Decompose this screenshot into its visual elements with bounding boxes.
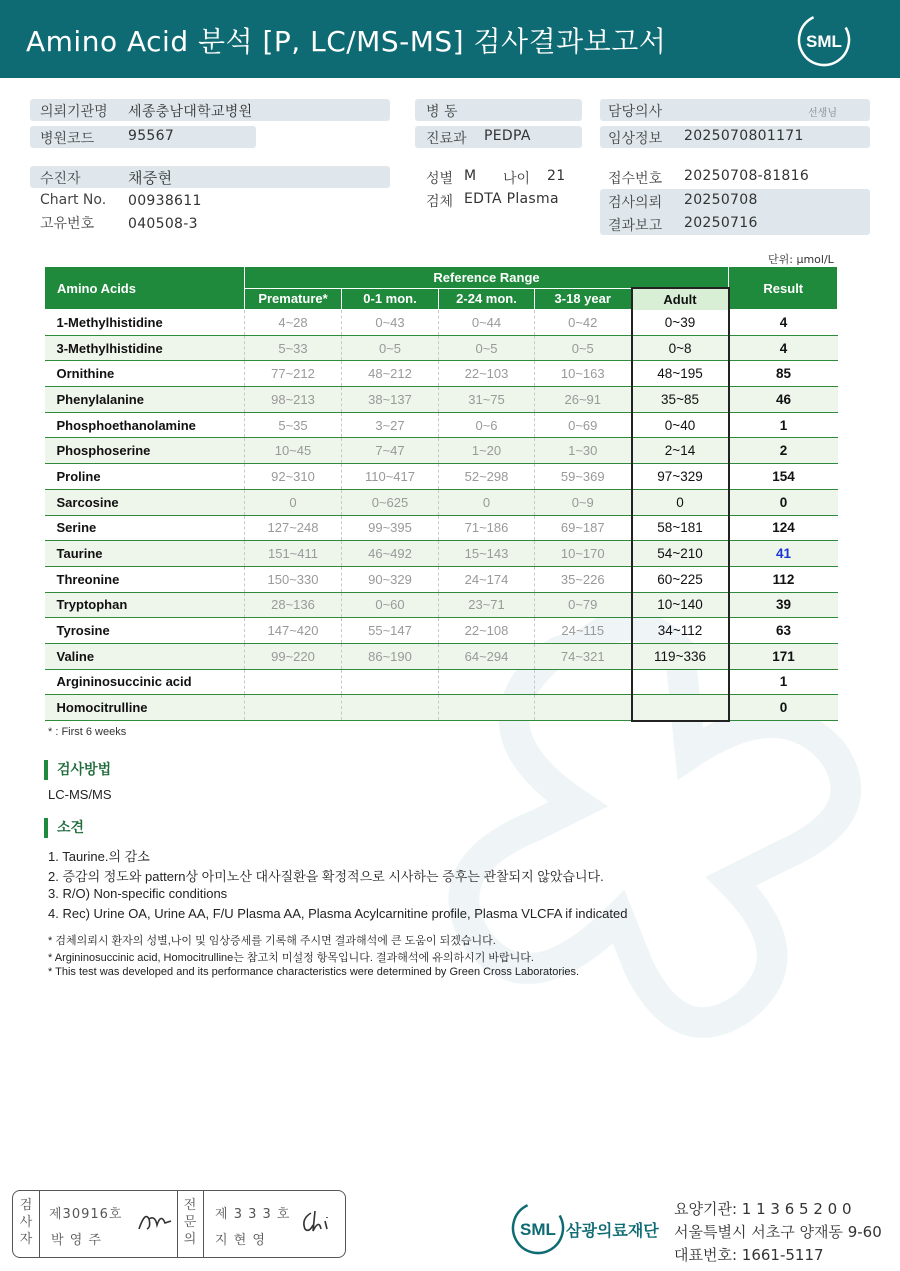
reference-range-cell bbox=[245, 695, 342, 721]
unique-label: 고유번호 bbox=[40, 216, 95, 232]
amino-acid-rows bbox=[45, 310, 838, 721]
footer-provider-no: 요양기관: 1 1 3 6 5 2 0 0 bbox=[674, 1200, 852, 1218]
dept-label: 진료과 bbox=[426, 131, 467, 147]
doctor-value: 선생님 bbox=[808, 108, 837, 119]
table-row bbox=[45, 541, 838, 567]
specialist-signature-icon bbox=[297, 1207, 337, 1235]
adult-range-cell: 35~85 bbox=[632, 387, 729, 413]
reference-range-cell: 147~420 bbox=[245, 618, 342, 644]
svg-text:SML: SML bbox=[520, 1220, 556, 1239]
specialist-label: 전 문 의 bbox=[183, 1198, 197, 1247]
adult-range-cell: 60~225 bbox=[632, 566, 729, 592]
reference-range-cell: 0~44 bbox=[439, 310, 535, 336]
patient-row-bg bbox=[30, 166, 390, 188]
sex-label: 성별 bbox=[426, 171, 454, 187]
age-label: 나이 bbox=[503, 171, 531, 187]
table-row bbox=[45, 464, 838, 490]
col-adult: Adult bbox=[632, 288, 729, 310]
reference-range-cell: 0~9 bbox=[535, 489, 632, 515]
adult-range-cell: 119~336 bbox=[632, 643, 729, 669]
reference-range-cell: 3~27 bbox=[342, 412, 439, 438]
reference-range-cell: 15~143 bbox=[439, 541, 535, 567]
table-row bbox=[45, 669, 838, 695]
reference-range-cell: 0~5 bbox=[535, 335, 632, 361]
dept-value: PEDPA bbox=[484, 128, 531, 144]
col-3-18-year: 3-18 year bbox=[535, 288, 632, 310]
reference-range-cell: 52~298 bbox=[439, 464, 535, 490]
adult-range-cell: 34~112 bbox=[632, 618, 729, 644]
method-text: LC-MS/MS bbox=[48, 787, 112, 802]
result-cell: 39 bbox=[729, 592, 838, 618]
footer-org-name: 삼광의료재단 bbox=[566, 1221, 659, 1240]
sign-divider bbox=[39, 1191, 40, 1257]
doctor-label: 담당의사 bbox=[608, 104, 663, 120]
amino-acid-name: Tyrosine bbox=[45, 618, 245, 644]
sex-value: M bbox=[464, 168, 477, 184]
reference-range-cell: 55~147 bbox=[342, 618, 439, 644]
table-row bbox=[45, 361, 838, 387]
reference-range-cell: 10~170 bbox=[535, 541, 632, 567]
opinion-title: 소견 bbox=[44, 818, 84, 838]
sign-divider bbox=[177, 1191, 178, 1257]
result-cell: 4 bbox=[729, 335, 838, 361]
reference-range-cell: 22~103 bbox=[439, 361, 535, 387]
reference-range-cell: 0 bbox=[439, 489, 535, 515]
table-row bbox=[45, 310, 838, 336]
adult-range-cell: 2~14 bbox=[632, 438, 729, 464]
reference-range-cell bbox=[245, 669, 342, 695]
result-cell: 112 bbox=[729, 566, 838, 592]
amino-acid-name: Ornithine bbox=[45, 361, 245, 387]
adult-range-cell: 48~195 bbox=[632, 361, 729, 387]
reference-range-cell: 69~187 bbox=[535, 515, 632, 541]
reference-range-cell: 98~213 bbox=[245, 387, 342, 413]
unique-value: 040508-3 bbox=[128, 216, 198, 232]
examiner-label: 검 사 자 bbox=[19, 1198, 33, 1247]
examiner-signature-icon bbox=[135, 1207, 175, 1235]
amino-acid-table bbox=[44, 266, 838, 722]
reference-range-cell: 28~136 bbox=[245, 592, 342, 618]
table-row bbox=[45, 387, 838, 413]
reference-range-cell: 48~212 bbox=[342, 361, 439, 387]
table-row bbox=[45, 335, 838, 361]
hospital-code-label: 병원코드 bbox=[40, 131, 95, 147]
reference-range-cell bbox=[342, 695, 439, 721]
reference-range-cell: 0~43 bbox=[342, 310, 439, 336]
result-cell: 124 bbox=[729, 515, 838, 541]
request-label: 검사의뢰 bbox=[608, 195, 663, 211]
clinical-label: 임상정보 bbox=[608, 131, 663, 147]
table-row bbox=[45, 592, 838, 618]
col-result: Result bbox=[729, 267, 838, 310]
result-cell: 171 bbox=[729, 643, 838, 669]
method-title: 검사방법 bbox=[44, 760, 111, 780]
reference-range-cell: 99~395 bbox=[342, 515, 439, 541]
table-row bbox=[45, 489, 838, 515]
adult-range-cell bbox=[632, 695, 729, 721]
reference-range-cell: 86~190 bbox=[342, 643, 439, 669]
report-title: Amino Acid 분석 [P, LC/MS-MS] 검사결과보고서 bbox=[26, 25, 667, 58]
amino-acid-name: Homocitrulline bbox=[45, 695, 245, 721]
table-row bbox=[45, 618, 838, 644]
signature-box bbox=[12, 1190, 346, 1258]
reference-range-cell: 7~47 bbox=[342, 438, 439, 464]
patient-value: 채중현 bbox=[128, 169, 173, 187]
amino-acid-name: Phosphoserine bbox=[45, 438, 245, 464]
institution-value: 세종충남대학교병원 bbox=[128, 104, 253, 120]
specimen-value: EDTA Plasma bbox=[464, 191, 559, 207]
reference-range-cell: 23~71 bbox=[439, 592, 535, 618]
receipt-label: 접수번호 bbox=[608, 171, 663, 187]
sml-logo-icon bbox=[796, 12, 852, 68]
amino-acid-name: 3-Methylhistidine bbox=[45, 335, 245, 361]
table-row bbox=[45, 515, 838, 541]
amino-acid-name: Proline bbox=[45, 464, 245, 490]
hospital-code-value: 95567 bbox=[128, 128, 175, 144]
reference-range-cell: 99~220 bbox=[245, 643, 342, 669]
reference-range-cell: 4~28 bbox=[245, 310, 342, 336]
reference-range-cell: 77~212 bbox=[245, 361, 342, 387]
reference-range-cell: 64~294 bbox=[439, 643, 535, 669]
reference-range-cell: 74~321 bbox=[535, 643, 632, 669]
result-cell: 2 bbox=[729, 438, 838, 464]
specialist-name: 지 현 영 bbox=[215, 1233, 266, 1248]
col-reference-range: Reference Range bbox=[245, 267, 729, 289]
adult-range-cell: 97~329 bbox=[632, 464, 729, 490]
examiner-license: 제30916호 bbox=[49, 1207, 123, 1222]
chart-value: 00938611 bbox=[128, 193, 202, 209]
reference-range-cell bbox=[535, 669, 632, 695]
note-1: * 검체의뢰시 환자의 성별,나이 및 임상증세를 기록해 주시면 결과해석에 큰 도움이 되겠습니다. bbox=[48, 935, 496, 947]
ward-label: 병 동 bbox=[426, 104, 458, 120]
amino-acid-name: Sarcosine bbox=[45, 489, 245, 515]
institution-label: 의뢰기관명 bbox=[40, 104, 108, 120]
reference-range-cell: 46~492 bbox=[342, 541, 439, 567]
request-value: 20250708 bbox=[684, 192, 758, 208]
table-row bbox=[45, 695, 838, 721]
note-2: * Argininosuccinic acid, Homocitrulline는 참고치 미설정 항목입니다. 결과해석에 유의하시기 바랍니다. bbox=[48, 952, 534, 964]
sign-divider bbox=[203, 1191, 204, 1257]
adult-range-cell: 54~210 bbox=[632, 541, 729, 567]
result-cell: 63 bbox=[729, 618, 838, 644]
reference-range-cell: 31~75 bbox=[439, 387, 535, 413]
col-2-24-mon: 2-24 mon. bbox=[439, 288, 535, 310]
age-value: 21 bbox=[547, 168, 566, 184]
reference-range-cell: 92~310 bbox=[245, 464, 342, 490]
col-amino-acids: Amino Acids bbox=[45, 267, 245, 310]
result-cell: 46 bbox=[729, 387, 838, 413]
reference-range-cell: 1~30 bbox=[535, 438, 632, 464]
reference-range-cell: 38~137 bbox=[342, 387, 439, 413]
reference-range-cell: 0~5 bbox=[439, 335, 535, 361]
adult-range-cell: 0~40 bbox=[632, 412, 729, 438]
reference-range-cell: 1~20 bbox=[439, 438, 535, 464]
reference-range-cell: 0~60 bbox=[342, 592, 439, 618]
reference-range-cell: 90~329 bbox=[342, 566, 439, 592]
report-header bbox=[0, 0, 900, 78]
chart-label: Chart No. bbox=[40, 192, 107, 208]
adult-range-cell: 58~181 bbox=[632, 515, 729, 541]
examiner-name: 박 영 주 bbox=[51, 1233, 102, 1248]
footer-address: 서울특별시 서초구 양재동 9-60 bbox=[674, 1223, 882, 1241]
result-cell: 4 bbox=[729, 310, 838, 336]
specialist-license: 제 3 3 3 호 bbox=[215, 1207, 291, 1222]
reference-range-cell: 5~35 bbox=[245, 412, 342, 438]
note-3: * This test was developed and its performance characteristics were determined by Green Cross Laboratories. bbox=[48, 966, 580, 978]
opinion-line-3: 3. R/O) Non-specific conditions bbox=[48, 886, 228, 901]
reference-range-cell: 151~411 bbox=[245, 541, 342, 567]
reference-range-cell: 35~226 bbox=[535, 566, 632, 592]
patient-label: 수진자 bbox=[40, 171, 81, 187]
opinion-line-2: 2. 증감의 정도와 pattern상 아미노산 대사질환을 확정적으로 시사하는 증후는 관찰되지 않았습니다. bbox=[48, 869, 604, 884]
clinical-value: 2025070801171 bbox=[684, 128, 804, 144]
reference-range-cell: 26~91 bbox=[535, 387, 632, 413]
result-cell: 0 bbox=[729, 695, 838, 721]
reference-range-cell: 24~115 bbox=[535, 618, 632, 644]
reference-range-cell bbox=[535, 695, 632, 721]
adult-range-cell: 10~140 bbox=[632, 592, 729, 618]
table-footnote: * : First 6 weeks bbox=[48, 726, 127, 738]
footer-phone: 대표번호: 1661-5117 bbox=[674, 1246, 824, 1264]
result-cell: 85 bbox=[729, 361, 838, 387]
reference-range-cell: 22~108 bbox=[439, 618, 535, 644]
amino-acid-name: Threonine bbox=[45, 566, 245, 592]
amino-acid-name: Serine bbox=[45, 515, 245, 541]
amino-acid-name: Phosphoethanolamine bbox=[45, 412, 245, 438]
table-row bbox=[45, 566, 838, 592]
amino-acid-name: Tryptophan bbox=[45, 592, 245, 618]
result-cell: 41 bbox=[729, 541, 838, 567]
reference-range-cell: 0~79 bbox=[535, 592, 632, 618]
reference-range-cell: 0~42 bbox=[535, 310, 632, 336]
reference-range-cell: 10~163 bbox=[535, 361, 632, 387]
specimen-label: 검체 bbox=[426, 194, 454, 210]
adult-range-cell bbox=[632, 669, 729, 695]
amino-acid-name: Taurine bbox=[45, 541, 245, 567]
adult-range-cell: 0 bbox=[632, 489, 729, 515]
reference-range-cell: 0~6 bbox=[439, 412, 535, 438]
reference-range-cell bbox=[439, 669, 535, 695]
reference-range-cell: 5~33 bbox=[245, 335, 342, 361]
col-0-1-mon: 0-1 mon. bbox=[342, 288, 439, 310]
adult-range-cell: 0~39 bbox=[632, 310, 729, 336]
reference-range-cell: 0 bbox=[245, 489, 342, 515]
reference-range-cell: 0~625 bbox=[342, 489, 439, 515]
table-row bbox=[45, 438, 838, 464]
adult-range-cell: 0~8 bbox=[632, 335, 729, 361]
reference-range-cell: 127~248 bbox=[245, 515, 342, 541]
amino-acid-name: Argininosuccinic acid bbox=[45, 669, 245, 695]
reference-range-cell: 10~45 bbox=[245, 438, 342, 464]
report-value: 20250716 bbox=[684, 215, 758, 231]
opinion-line-1: 1. Taurine.의 감소 bbox=[48, 849, 150, 864]
reference-range-cell bbox=[342, 669, 439, 695]
reference-range-cell bbox=[439, 695, 535, 721]
table-row bbox=[45, 643, 838, 669]
sml-footer-logo-icon bbox=[510, 1200, 566, 1256]
amino-acid-name: Phenylalanine bbox=[45, 387, 245, 413]
reference-range-cell: 0~5 bbox=[342, 335, 439, 361]
reference-range-cell: 24~174 bbox=[439, 566, 535, 592]
amino-acid-name: 1-Methylhistidine bbox=[45, 310, 245, 336]
table-row bbox=[45, 412, 838, 438]
reference-range-cell: 0~69 bbox=[535, 412, 632, 438]
result-cell: 0 bbox=[729, 489, 838, 515]
reference-range-cell: 71~186 bbox=[439, 515, 535, 541]
opinion-line-4: 4. Rec) Urine OA, Urine AA, F/U Plasma AA, Plasma Acylcarnitine profile, Plasma VLCFA if indicated bbox=[48, 906, 628, 921]
reference-range-cell: 110~417 bbox=[342, 464, 439, 490]
report-label: 결과보고 bbox=[608, 218, 663, 234]
result-cell: 1 bbox=[729, 669, 838, 695]
reference-range-cell: 150~330 bbox=[245, 566, 342, 592]
col-premature: Premature* bbox=[245, 288, 342, 310]
svg-text:SML: SML bbox=[806, 32, 842, 51]
result-cell: 1 bbox=[729, 412, 838, 438]
amino-acid-name: Valine bbox=[45, 643, 245, 669]
reference-range-cell: 59~369 bbox=[535, 464, 632, 490]
receipt-value: 20250708-81816 bbox=[684, 168, 810, 184]
result-cell: 154 bbox=[729, 464, 838, 490]
unit-label: 단위: μmol/L bbox=[768, 253, 834, 266]
